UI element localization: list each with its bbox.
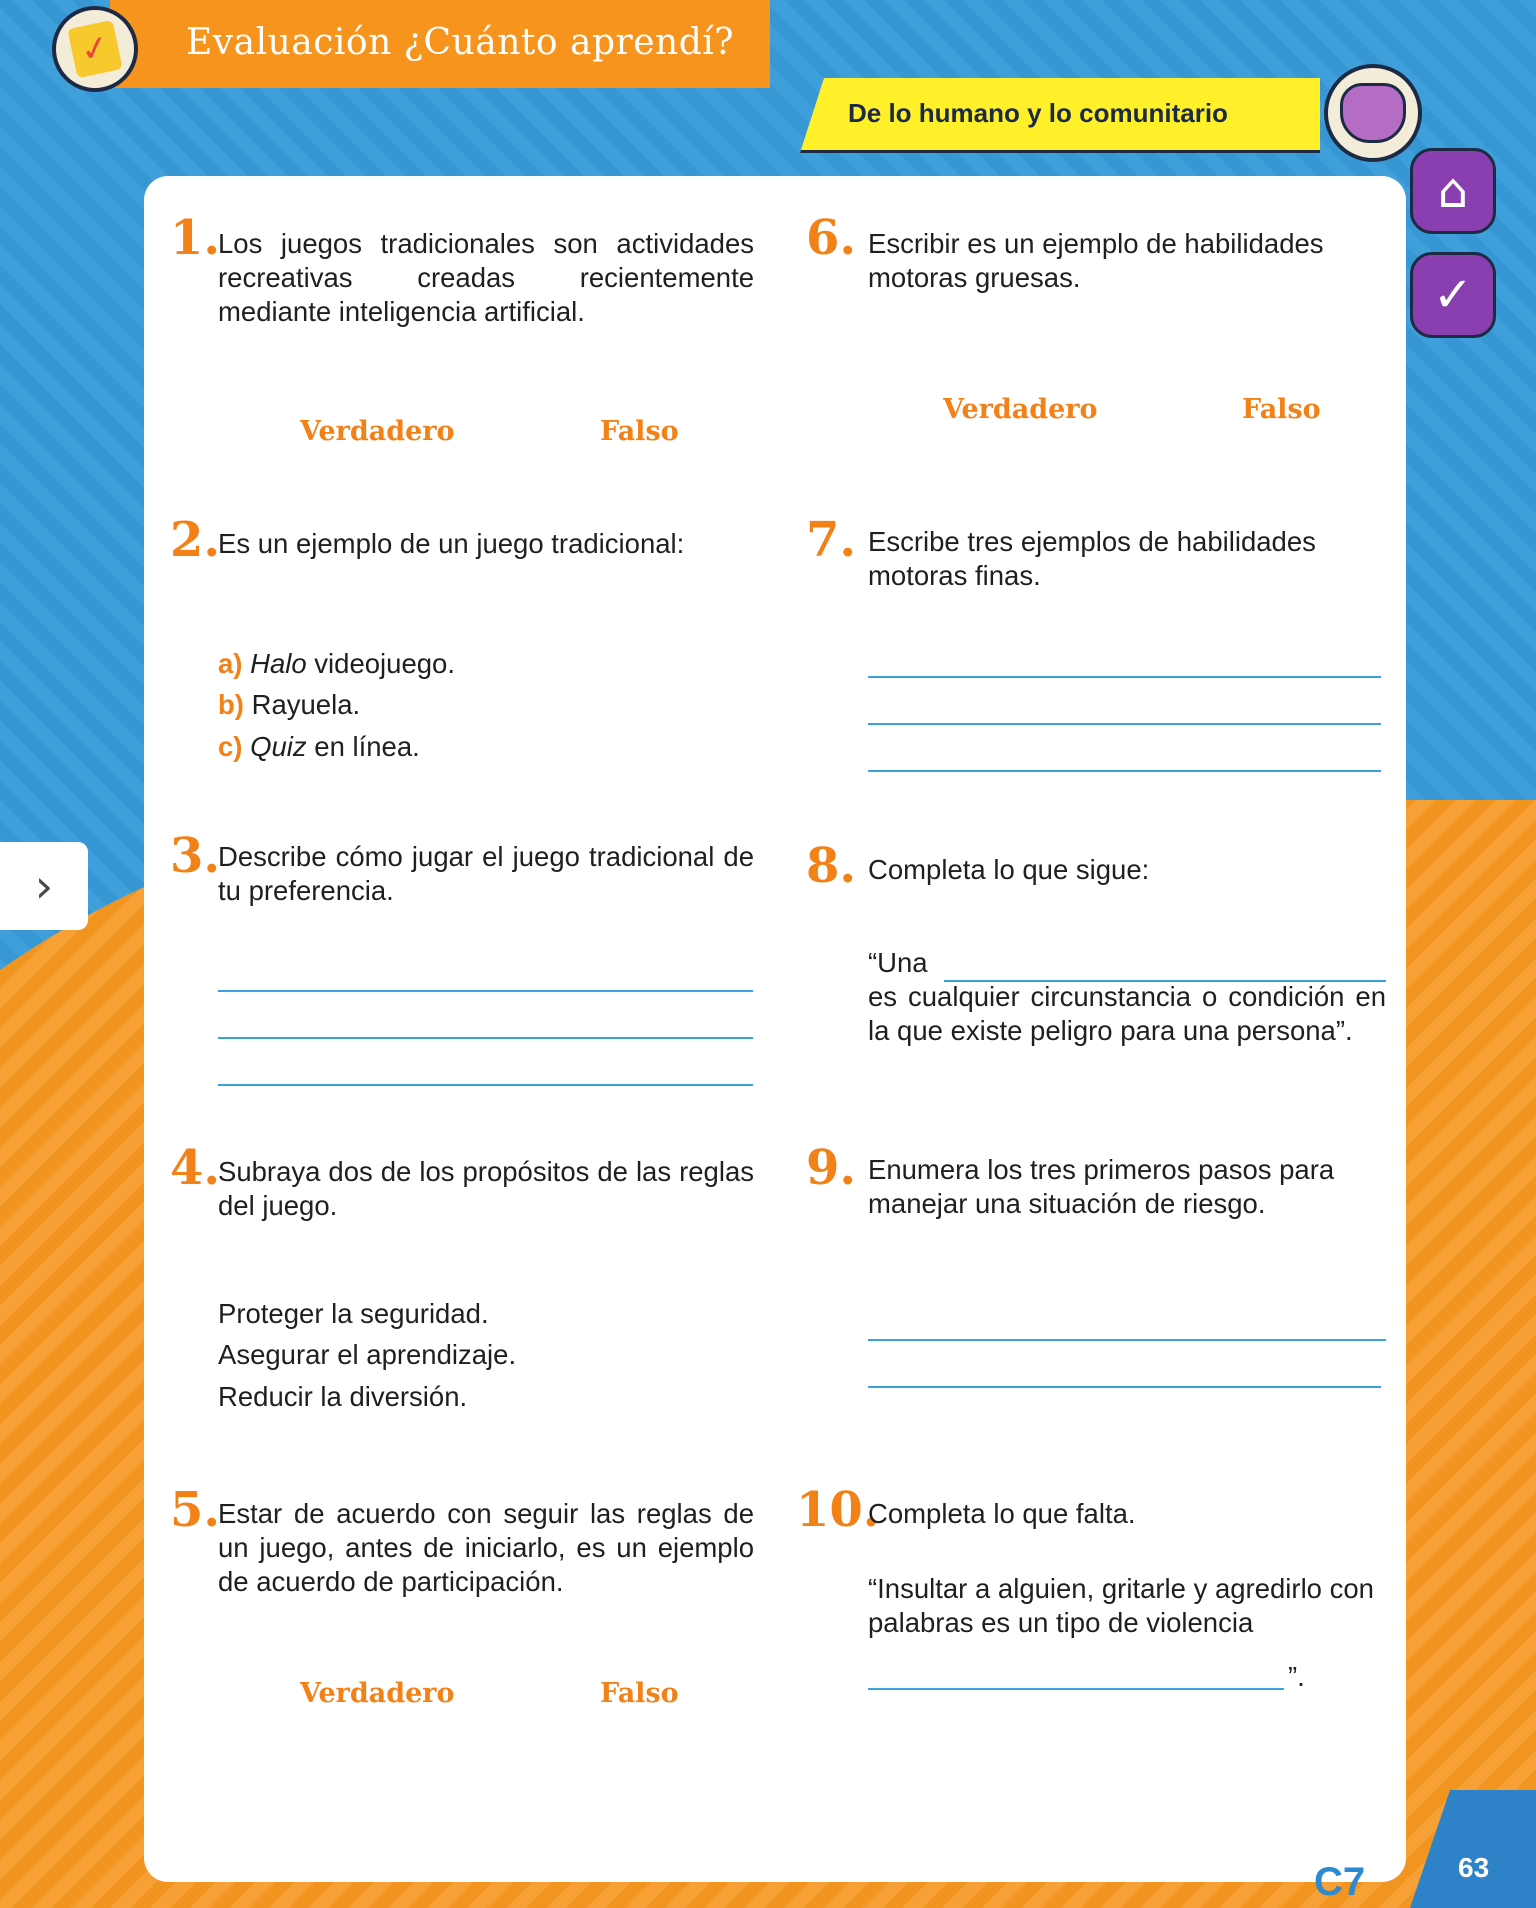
q4-item-3[interactable]: Reducir la diversión. (218, 1381, 468, 1412)
home-icon: ⌂ (1437, 163, 1469, 219)
fill-blank-line[interactable] (868, 1688, 1284, 1690)
question-number-4: 4. (170, 1140, 221, 1196)
question-number-6: 6. (806, 210, 857, 266)
q6-false-option[interactable]: Falso (1242, 394, 1321, 425)
question-number-8: 8. (806, 838, 857, 894)
question-2-text: Es un ejemplo de un juego tradicional: (218, 528, 685, 559)
q6-true-option[interactable]: Verdadero (943, 394, 1098, 425)
q5-false-option[interactable]: Falso (600, 1678, 679, 1709)
question-number-9: 9. (806, 1140, 857, 1196)
community-heart-icon (1324, 64, 1422, 162)
question-9-text: Enumera los tres primeros pasos para manejar una situación de riesgo. (868, 1154, 1335, 1219)
answer-line[interactable] (218, 990, 753, 992)
q8-quote-rest: es cualquier circunstancia o condición en la que existe peligro para una persona”. (868, 981, 1386, 1046)
q1-false-option[interactable]: Falso (600, 416, 679, 447)
question-6-text: Escribir es un ejemplo de habilidades motoras gruesas. (868, 228, 1324, 293)
q2-option-c[interactable]: c) Quiz en línea. (218, 731, 420, 762)
answer-line[interactable] (218, 1037, 753, 1039)
q4-item-2[interactable]: Asegurar el aprendizaje. (218, 1339, 517, 1370)
subject-label: De lo humano y lo comunitario (848, 98, 1228, 128)
question-number-2: 2. (170, 512, 221, 568)
checkmark-note-icon: ✓ (67, 20, 122, 78)
chevron-right-icon: › (34, 859, 54, 913)
question-7-text: Escribe tres ejemplos de habilidades motoras finas. (868, 526, 1316, 591)
chapter-label: C7 (1314, 1860, 1366, 1904)
answer-line[interactable] (868, 1386, 1381, 1388)
question-1-text: Los juegos tradicionales son actividades recreativas creadas recientemente mediante inteligencia artificial. (218, 228, 754, 327)
q5-true-option[interactable]: Verdadero (300, 1678, 455, 1709)
evaluation-logo (52, 6, 138, 92)
answer-line[interactable] (868, 1339, 1386, 1341)
page-title: Evaluación ¿Cuánto aprendí? (186, 22, 735, 63)
q8-quote-start: “Una (868, 947, 928, 978)
q10-quote-end: ”. (1288, 1661, 1305, 1692)
q4-item-1[interactable]: Proteger la seguridad. (218, 1298, 489, 1329)
answer-line[interactable] (868, 723, 1381, 725)
question-4-text: Subraya dos de los propósitos de las reglas del juego. (218, 1156, 754, 1221)
home-button[interactable] (1410, 148, 1496, 234)
q1-true-option[interactable]: Verdadero (300, 416, 455, 447)
question-5-text: Estar de acuerdo con seguir las reglas de un juego, antes de iniciarlo, es un ejemplo de acuerdo de participación. (218, 1498, 754, 1597)
question-number-7: 7. (806, 512, 857, 568)
page-number: 63 (1458, 1852, 1490, 1883)
answer-line[interactable] (218, 1084, 753, 1086)
question-number-3: 3. (170, 828, 221, 884)
question-number-5: 5. (170, 1482, 221, 1538)
next-page-button[interactable] (0, 842, 88, 930)
question-10-text: Completa lo que falta. (868, 1498, 1136, 1529)
question-number-10: 10. (796, 1482, 880, 1538)
answer-line[interactable] (868, 676, 1381, 678)
check-button[interactable] (1410, 252, 1496, 338)
q10-quote: “Insultar a alguien, gritarle y agredirlo con palabras es un tipo de violencia (868, 1573, 1374, 1638)
q2-option-b[interactable]: b) Rayuela. (218, 689, 361, 720)
q2-option-a[interactable]: a) Halo videojuego. (218, 648, 455, 679)
question-8-text: Completa lo que sigue: (868, 854, 1150, 885)
question-3-text: Describe cómo jugar el juego tradicional de tu preferencia. (218, 841, 754, 906)
answer-line[interactable] (868, 770, 1381, 772)
question-number-1: 1. (170, 210, 221, 266)
check-icon: ✓ (1432, 267, 1474, 323)
